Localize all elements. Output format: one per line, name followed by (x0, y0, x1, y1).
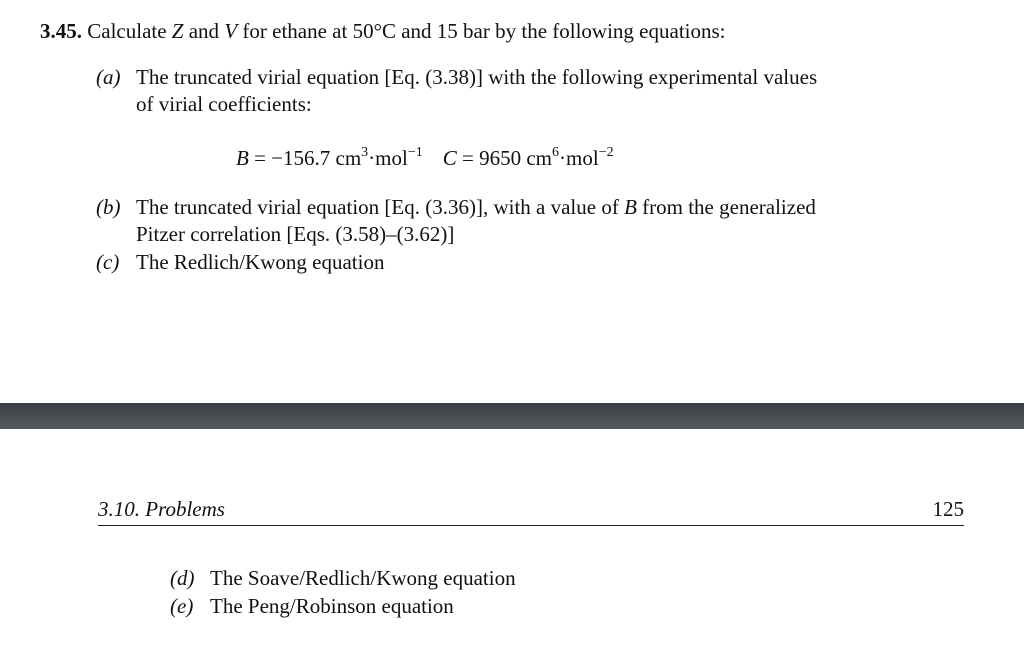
part-d-text: The Soave/Redlich/Kwong equation (210, 566, 516, 590)
c-unit-exp1: 6 (552, 145, 560, 160)
problem-number: 3.45. (40, 19, 82, 43)
part-b-line2: Pitzer correlation [Eqs. (3.58)–(3.62)] (136, 222, 455, 246)
b-unit-mid: ·mol (368, 146, 408, 170)
part-d-label: (d) (170, 566, 195, 590)
section-title: 3.10. Problems (98, 497, 225, 521)
variable-z: Z (171, 19, 184, 43)
b-symbol: B (236, 146, 249, 170)
part-b-label: (b) (96, 195, 121, 219)
problem-text-and: and (183, 19, 225, 43)
part-b-text-start: The truncated virial equation [Eq. (3.36)], with a value of (136, 195, 625, 219)
b-unit-exp1: 3 (361, 145, 369, 160)
part-a-line2: of virial coefficients: (136, 92, 312, 116)
part-c-text: The Redlich/Kwong equation (136, 250, 385, 274)
part-e-label: (e) (170, 594, 194, 618)
part-e-text: The Peng/Robinson equation (210, 594, 454, 618)
part-a-label: (a) (96, 65, 121, 89)
c-value: = 9650 cm (456, 146, 553, 170)
problem-text-start: Calculate (87, 19, 172, 43)
c-symbol: C (442, 146, 457, 170)
part-b-variable-b: B (624, 195, 637, 219)
page-lower-section (0, 429, 1024, 649)
b-unit-exp2: −1 (407, 145, 423, 160)
part-b-line1 (136, 193, 816, 221)
page-number: 125 (932, 497, 964, 521)
part-c-label: (c) (96, 250, 120, 274)
c-unit-mid: ·mol (559, 146, 599, 170)
c-unit-exp2: −2 (598, 145, 614, 160)
problem-statement (40, 17, 726, 45)
variable-v: V (224, 19, 238, 43)
running-head (98, 495, 964, 526)
virial-coefficient-equation (236, 144, 614, 172)
page-divider-bar (0, 403, 1024, 429)
b-value: = −156.7 cm (248, 146, 362, 170)
part-b-text-end: from the generalized (636, 195, 816, 219)
problem-text-end: for ethane at 50°C and 15 bar by the following equations: (237, 19, 726, 43)
part-a-line1: The truncated virial equation [Eq. (3.38)] with the following experimental values (136, 65, 818, 89)
